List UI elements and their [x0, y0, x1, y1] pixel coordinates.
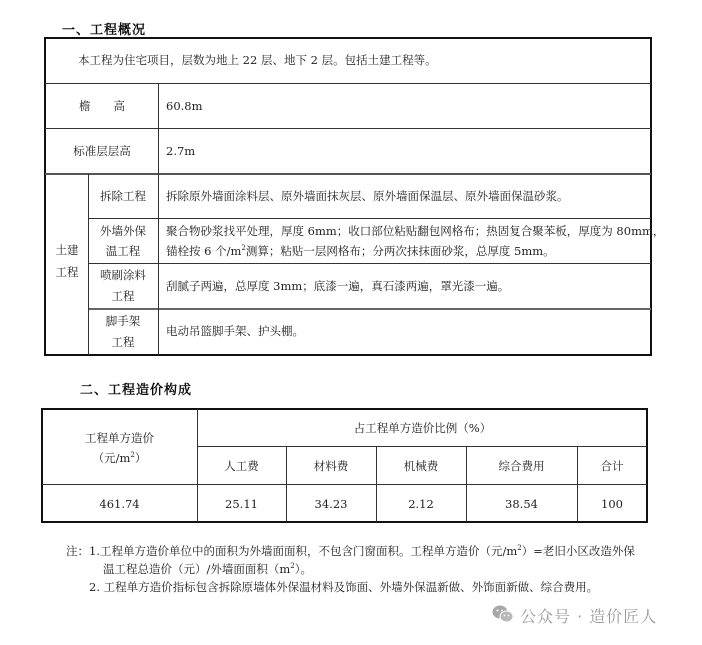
- section2-heading: 二、工程造价构成: [80, 383, 193, 398]
- total-value: 100: [601, 497, 623, 511]
- text: 测算；粘贴一层网格布；分两次抹抹面砂浆，总厚度 5mm。: [245, 244, 555, 258]
- col-total: 合计: [600, 459, 624, 473]
- col-labor: 人工费: [224, 459, 259, 473]
- text: ）。: [294, 562, 312, 576]
- scaffolding-value: 电动吊篮脚手架、护头棚。: [166, 324, 304, 338]
- col-machinery: 机械费: [403, 459, 439, 473]
- eave-height-label: 檐 高: [79, 99, 125, 113]
- ratio-header: 占工程单方造价比例（%）: [353, 421, 492, 435]
- col-material: 材料费: [313, 459, 349, 473]
- unit-cost-header-line2: [42, 450, 197, 466]
- watermark-text: 公众号 · 造价匠人: [520, 607, 658, 626]
- unit-cost-value: 461.74: [99, 497, 140, 511]
- coating-label-line1: 喷刷涂料: [100, 268, 146, 282]
- floor-height-label: 标准层层高: [73, 144, 131, 158]
- labor-value: 25.11: [225, 497, 258, 511]
- superscript: 2: [517, 544, 522, 553]
- demolition-value: 拆除原外墙面涂料层、原外墙面抹灰层、原外墙面保温层、原外墙面保温砂浆。: [166, 189, 569, 203]
- divider: [88, 218, 651, 219]
- demolition-label: 拆除工程: [100, 189, 146, 203]
- coating-label-line2: 工程: [111, 289, 135, 303]
- divider: [45, 173, 651, 175]
- superscript: 2: [290, 562, 295, 571]
- text: （元/m: [92, 451, 131, 465]
- unit-cost-header-line1: 工程单方造价: [85, 431, 154, 445]
- divider: [88, 263, 651, 264]
- text: 锚栓按 6 个/m: [166, 244, 242, 258]
- text: ）=老旧小区改造外保: [521, 544, 635, 558]
- divider: [88, 308, 651, 310]
- col-overhead: 综合费用: [498, 459, 545, 473]
- overhead-value: 38.54: [505, 497, 538, 511]
- divider: [158, 84, 159, 355]
- superscript: 2: [241, 244, 246, 253]
- text: 注：1.工程单方造价单位中的面积为外墙面面积，不包含门窗面积。工程单方造价（元/m: [66, 544, 518, 558]
- text: 温工程总造价（元）/外墙面面积（m: [103, 562, 291, 576]
- scaffolding-label-line1: 脚手架: [105, 314, 141, 328]
- insulation-value-line2: [166, 243, 555, 259]
- machinery-value: 2.12: [408, 497, 434, 511]
- scaffolding-label-line2: 工程: [111, 335, 135, 349]
- project-summary: 本工程为住宅项目，层数为地上 22 层、地下 2 层。包括土建工程等。: [78, 53, 437, 67]
- eave-height-value: 60.8m: [166, 99, 203, 113]
- coating-value: 刮腻子两遍，总厚度 3mm；底漆一遍，真石漆两遍，罩光漆一遍。: [166, 279, 510, 293]
- civil-works-label-line2: 工程: [55, 265, 79, 279]
- divider: [197, 446, 647, 447]
- insulation-value-line1: 聚合物砂浆找平处理，厚度 6mm；收口部位粘贴翻包网格布；热固复合聚苯板，厚度为 80mm，: [166, 224, 665, 238]
- note-1-line1: [66, 543, 635, 560]
- divider: [45, 128, 651, 129]
- insulation-label-line1: 外墙外保: [100, 224, 146, 238]
- floor-height-value: 2.7m: [166, 144, 196, 158]
- section1-heading: 一、工程概况: [62, 23, 147, 38]
- superscript: 2: [130, 451, 135, 460]
- note-2: 2. 工程单方造价指标包含拆除原墙体外保温材料及饰面、外墙外保温新做、外饰面新做、综合费用。: [89, 580, 599, 594]
- wechat-icon: [492, 604, 514, 624]
- note-1-line2: [103, 561, 312, 578]
- divider: [45, 83, 651, 84]
- civil-works-label-line1: 土建: [55, 243, 79, 257]
- material-value: 34.23: [314, 497, 348, 511]
- divider: [42, 484, 647, 485]
- text: ）: [134, 451, 147, 465]
- insulation-label-line2: 温工程: [105, 244, 141, 258]
